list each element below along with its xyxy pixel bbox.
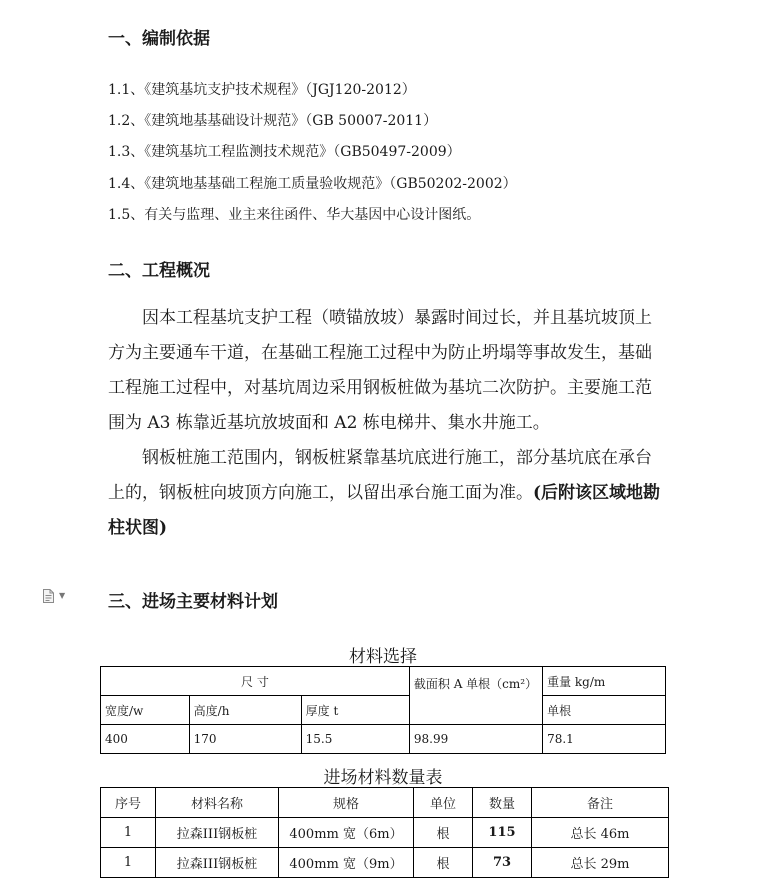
- table-row: [101, 848, 669, 878]
- material-selection-table: [100, 666, 666, 754]
- reference-item-5: 1.5、有关与监理、业主来往函件、华大基因中心设计图纸。: [108, 207, 481, 223]
- table-cell: 根: [414, 848, 473, 878]
- section1-heading: 一、编制依据: [108, 29, 210, 49]
- header-cell: 单位: [414, 788, 473, 818]
- reference-item-4: 1.4、《建筑地基基础工程施工质量验收规范》（GB50202-2002）: [108, 176, 517, 192]
- section3-heading: 三、进场主要材料计划: [108, 592, 278, 612]
- table-cell: 拉森III钢板桩: [156, 848, 279, 878]
- table-cell: 115: [473, 818, 532, 848]
- table-row: [101, 696, 666, 725]
- header-cell: 序号: [101, 788, 156, 818]
- overview-paragraph-2: [108, 441, 668, 546]
- header-cell: 规格: [279, 788, 414, 818]
- sub-height: 高度/h: [189, 696, 301, 725]
- sub-single: 单根: [543, 696, 666, 725]
- header-cell: 材料名称: [156, 788, 279, 818]
- reference-item-1: 1.1、《建筑基坑支护技术规程》（JGJ120-2012）: [108, 82, 416, 98]
- table-cell: 1: [101, 818, 156, 848]
- table-row: [101, 725, 666, 754]
- overview-paragraph-2-note: (后附该区域地勘柱状图): [108, 483, 661, 538]
- table-cell: 1: [101, 848, 156, 878]
- table-row: [101, 788, 669, 818]
- table-cell: 98.99: [409, 725, 542, 754]
- reference-item-2: 1.2、《建筑地基基础设计规范》（GB 50007-2011）: [108, 113, 438, 129]
- material-quantity-table: [100, 787, 669, 878]
- table-cell: 总长 46m: [532, 818, 669, 848]
- header-size: 尺 寸: [101, 667, 410, 696]
- table-cell: 总长 29m: [532, 848, 669, 878]
- document-icon[interactable]: [43, 589, 54, 603]
- table-cell: 拉森III钢板桩: [156, 818, 279, 848]
- header-cell: 数量: [473, 788, 532, 818]
- sub-thickness: 厚度 t: [301, 696, 409, 725]
- table-row: [101, 818, 669, 848]
- table-cell: 78.1: [543, 725, 666, 754]
- table-cell: 400mm 宽（9m）: [279, 848, 414, 878]
- header-weight: 重量 kg/m: [543, 667, 666, 696]
- table-cell: 15.5: [301, 725, 409, 754]
- chevron-down-icon[interactable]: ▼: [59, 591, 66, 600]
- table1-caption: 材料选择: [349, 647, 417, 667]
- table-cell: 根: [414, 818, 473, 848]
- overview-body: [108, 301, 668, 546]
- table-cell: 73: [473, 848, 532, 878]
- header-area: 截面积 A 单根（cm²）: [409, 667, 542, 725]
- overview-paragraph-2-text: 钢板桩施工范围内，钢板桩紧靠基坑底进行施工，部分基坑底在承台上的，钢板桩向坡顶方向施工，以留出承台施工面为准。: [108, 448, 652, 503]
- overview-paragraph-1: 因本工程基坑支护工程（喷锚放坡）暴露时间过长，并且基坑坡顶上方为主要通车干道，在基础工程施工过程中为防止坍塌等事故发生，基础工程施工过程中，对基坑周边采用钢板桩做为基坑二次防护。主要施工范围为 A3 栋靠近基坑放坡面和 A2 栋电梯井、集水井施工。: [108, 308, 652, 433]
- header-cell: 备注: [532, 788, 669, 818]
- sub-width: 宽度/w: [101, 696, 190, 725]
- reference-item-3: 1.3、《建筑基坑工程监测技术规范》（GB50497-2009）: [108, 144, 461, 160]
- table-cell: 170: [189, 725, 301, 754]
- section2-heading: 二、工程概况: [108, 261, 210, 281]
- table2-caption: 进场材料数量表: [323, 768, 443, 788]
- table-cell: 400: [101, 725, 190, 754]
- table-cell: 400mm 宽（6m）: [279, 818, 414, 848]
- table-row: [101, 667, 666, 696]
